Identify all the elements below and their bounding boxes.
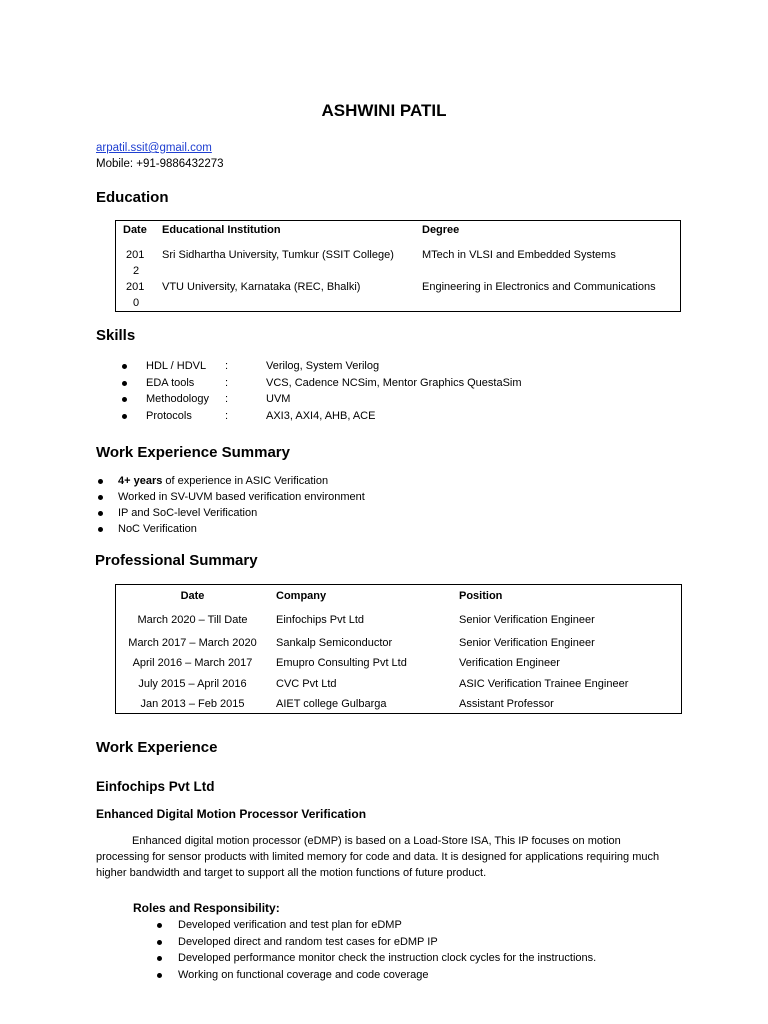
project-description: Enhanced digital motion processor (eDMP) is based on a Load-Store ISA, This IP focuses on motion processing for sensor products with limited memory for code and data. It is designed for applications requiring much higher bandwidth and target to support all the motion functions of future product.	[96, 835, 660, 879]
summary-item: NoC Verification	[118, 523, 197, 535]
bullet-icon	[122, 364, 127, 369]
bullet-icon	[157, 923, 162, 928]
work-summary-heading: Work Experience Summary	[96, 444, 290, 461]
professional-row-company: AIET college Gulbarga	[276, 698, 387, 710]
skill-separator: :	[225, 393, 229, 405]
skill-label: EDA tools	[146, 377, 195, 389]
skill-value: VCS, Cadence NCSim, Mentor Graphics QuestaSim	[266, 377, 522, 389]
bullet-icon	[122, 397, 127, 402]
skill-separator: :	[225, 377, 229, 389]
professional-row-position: Senior Verification Engineer	[459, 637, 595, 649]
email-link[interactable]: arpatil.ssit@gmail.com	[96, 142, 212, 154]
skill-label: Methodology	[146, 393, 209, 405]
professional-row-company: Sankalp Semiconductor	[276, 637, 393, 649]
professional-row-position: ASIC Verification Trainee Engineer	[459, 678, 629, 690]
education-row-institution: Sri Sidhartha University, Tumkur (SSIT College)	[162, 249, 394, 261]
role-item: Developed verification and test plan for eDMP	[178, 919, 402, 931]
bullet-icon	[98, 527, 103, 532]
professional-row-date: March 2017 – March 2020	[128, 637, 257, 649]
skill-value: Verilog, System Verilog	[266, 360, 380, 372]
education-header-degree: Degree	[422, 224, 460, 236]
professional-row-position: Senior Verification Engineer	[459, 614, 595, 626]
professional-header-position: Position	[459, 590, 503, 602]
bullet-icon	[98, 495, 103, 500]
bullet-icon	[157, 940, 162, 945]
education-row-institution: VTU University, Karnataka (REC, Bhalki)	[162, 281, 361, 293]
professional-row-position: Verification Engineer	[459, 657, 560, 669]
education-header-institution: Educational Institution	[162, 224, 281, 236]
bullet-icon	[157, 973, 162, 978]
professional-row-date: April 2016 – March 2017	[132, 657, 253, 669]
summary-item: 4+ years of experience in ASIC Verification	[118, 475, 329, 487]
bullet-icon	[122, 381, 127, 386]
skill-value: UVM	[266, 393, 291, 405]
professional-header-date: Date	[180, 590, 205, 602]
bullet-icon	[98, 511, 103, 516]
education-table	[115, 220, 681, 312]
education-heading: Education	[96, 189, 169, 206]
skill-separator: :	[225, 360, 229, 372]
professional-row-date: Jan 2013 – Feb 2015	[140, 698, 245, 710]
education-row-date-cont: 2	[133, 265, 140, 277]
work-experience-heading: Work Experience	[96, 739, 218, 756]
role-item: Working on functional coverage and code coverage	[178, 969, 429, 981]
professional-summary-heading: Professional Summary	[95, 552, 258, 569]
bullet-icon	[98, 479, 103, 484]
education-row-date: 201	[126, 281, 145, 293]
summary-item: IP and SoC-level Verification	[118, 507, 258, 519]
professional-row-date: March 2020 – Till Date	[137, 614, 248, 626]
professional-row-position: Assistant Professor	[459, 698, 554, 710]
professional-row-company: Einfochips Pvt Ltd	[276, 614, 365, 626]
project-title: Enhanced Digital Motion Processor Verification	[96, 807, 367, 821]
candidate-name: ASHWINI PATIL	[321, 101, 447, 120]
skill-label: HDL / HDVL	[146, 360, 207, 372]
role-item: Developed direct and random test cases for eDMP IP	[178, 936, 438, 948]
professional-row-date: July 2015 – April 2016	[138, 678, 247, 690]
professional-row-company: CVC Pvt Ltd	[276, 678, 337, 690]
professional-row-company: Emupro Consulting Pvt Ltd	[276, 657, 407, 669]
education-row-degree: MTech in VLSI and Embedded Systems	[422, 249, 616, 261]
education-row-degree: Engineering in Electronics and Communications	[422, 281, 656, 293]
skill-label: Protocols	[146, 410, 192, 422]
skill-value: AXI3, AXI4, AHB, ACE	[266, 410, 376, 422]
roles-heading: Roles and Responsibility:	[133, 901, 280, 915]
skills-heading: Skills	[96, 327, 136, 344]
summary-item: Worked in SV-UVM based verification environment	[118, 491, 365, 503]
education-row-date: 201	[126, 249, 145, 261]
bullet-icon	[122, 414, 127, 419]
bullet-icon	[157, 956, 162, 961]
professional-header-company: Company	[276, 590, 327, 602]
mobile-number: Mobile: +91-9886432273	[96, 158, 224, 170]
company-name: Einfochips Pvt Ltd	[96, 779, 215, 794]
education-row-date-cont: 0	[133, 297, 140, 309]
education-header-date: Date	[123, 224, 147, 236]
skill-separator: :	[225, 410, 229, 422]
role-item: Developed performance monitor check the instruction clock cycles for the instructions.	[178, 952, 597, 964]
professional-table	[115, 584, 682, 714]
